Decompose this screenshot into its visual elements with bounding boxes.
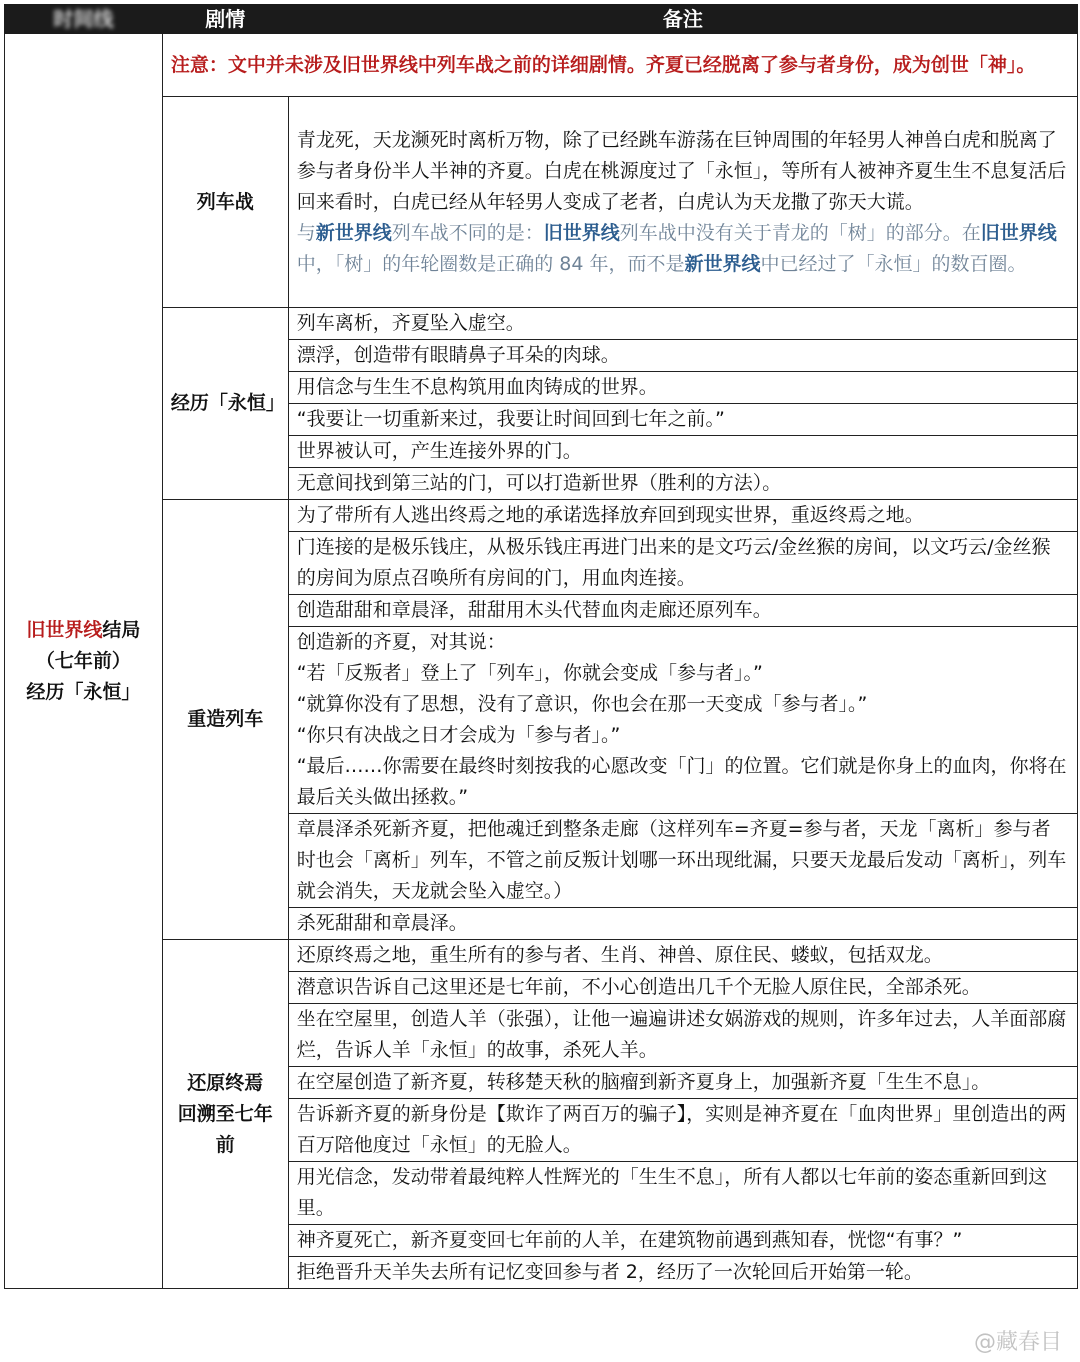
note-row: 在空屋创造了新齐夏，转移楚天秋的脑瘤到新齐夏身上，加强新齐夏「生生不息」。 xyxy=(288,1067,1077,1099)
note-row: 告诉新齐夏的新身份是【欺诈了两百万的骗子】，实则是神齐夏在「血肉世界」里创造出的两百万陪他度过「永恒」的无脸人。 xyxy=(288,1099,1077,1162)
era-seven-years: （七年前） xyxy=(35,649,131,672)
table-header-row xyxy=(5,5,1078,34)
era-ending: 结局 xyxy=(102,618,141,641)
note-row: 还原终焉之地，重生所有的参与者、生肖、神兽、原住民、蝼蚁，包括双龙。 xyxy=(288,940,1077,972)
diff-new-worldline: 新世界线 xyxy=(684,252,761,275)
note-row: 章晨泽杀死新齐夏，把他魂迁到整条走廊（这样列车=齐夏=参与者，天龙「离析」参与者时也会「离析」列车，不管之前反叛计划哪一环出现纰漏，只要天龙最后发动「离析」，列车就会消失，天龙就会坠入虚空。） xyxy=(288,814,1077,908)
speech-line: “最后……你需要在最终时刻按我的心愿改变「门」的位置。它们就是你身上的血肉，你将在最后关头做出拯救。” xyxy=(296,755,1067,808)
note-row: 为了带所有人逃出终焉之地的承诺选择放弃回到现实世界，重返终焉之地。 xyxy=(288,500,1077,532)
plot-restore-line: 前 xyxy=(215,1133,235,1156)
table-row xyxy=(5,34,1078,97)
diff-old-worldline: 旧世界线 xyxy=(543,221,620,244)
notice-text: 注意：文中并未涉及旧世界线中列车战之前的详细剧情。齐夏已经脱离了参与者身份，成为创世「神」。 xyxy=(170,53,1036,76)
diff-text: 列车战中没有关于青龙的「树」的部分。在 xyxy=(619,221,981,244)
speech-intro: 创造新的齐夏，对其说： xyxy=(296,631,506,653)
speech-line: “你只有决战之日才会成为「参与者」。” xyxy=(296,724,621,746)
header-plot: 剧情 xyxy=(162,5,288,34)
note-row: 用信念与生生不息构筑用血肉铸成的世界。 xyxy=(288,372,1077,404)
era-cell xyxy=(5,34,163,1289)
note-new-qixia-speech xyxy=(288,627,1077,814)
diff-new-worldline: 新世界线 xyxy=(315,221,392,244)
era-eternity: 经历「永恒」 xyxy=(26,680,141,703)
diff-text: 与 xyxy=(296,221,316,244)
plot-restore-line: 回溯至七年 xyxy=(177,1102,273,1125)
note-row: 拒绝晋升天羊失去所有记忆变回参与者 2，经历了一次轮回后开始第一轮。 xyxy=(288,1257,1077,1289)
plot-rebuild-train: 重造列车 xyxy=(162,500,288,940)
header-notes: 备注 xyxy=(288,5,1077,34)
plot-restore-line: 还原终焉 xyxy=(187,1071,264,1094)
diff-text: 列车战不同的是： xyxy=(391,221,544,244)
note-train-war-main: 青龙死，天龙濒死时离析万物，除了已经跳车游荡在巨钟周围的年轻男人神兽白虎和脱离了参与者身份半人半神的齐夏。白虎在桃源度过了「永恒」，等所有人被神齐夏生生不息复活后回来看时，白虎已经从年轻男人变成了老者，白虎认为天龙撒了弥天大谎。 xyxy=(296,128,1067,213)
plot-train-war: 列车战 xyxy=(162,97,288,308)
note-row: 坐在空屋里，创造人羊（张强），让他一遍遍讲述女娲游戏的规则，许多年过去，人羊面部腐烂，告诉人羊「永恒」的故事，杀死人羊。 xyxy=(288,1004,1077,1067)
header-timeline: 时间线 xyxy=(5,5,163,34)
note-train-war-diff xyxy=(297,218,1069,280)
note-row: 潜意识告诉自己这里还是七年前，不小心创造出几千个无脸人原住民，全部杀死。 xyxy=(288,972,1077,1004)
table-row xyxy=(5,97,1078,308)
plot-eternity: 经历「永恒」 xyxy=(162,308,288,500)
note-row: 列车离析，齐夏坠入虚空。 xyxy=(288,308,1077,340)
diff-text: 中，「树」的年轮圈数是正确的 84 年，而不是 xyxy=(296,252,685,275)
table-row xyxy=(5,308,1078,340)
table-row xyxy=(5,940,1078,972)
table-row xyxy=(5,500,1078,532)
speech-line: “若「反叛者」登上了「列车」，你就会变成「参与者」。” xyxy=(296,662,763,684)
diff-text: 中已经过了「永恒」的数百圈。 xyxy=(760,252,1027,275)
era-old-worldline: 旧世界线 xyxy=(26,618,103,641)
note-row: 漂浮，创造带有眼睛鼻子耳朵的肉球。 xyxy=(288,340,1077,372)
note-row: 无意间找到第三站的门，可以打造新世界（胜利的方法）。 xyxy=(288,468,1077,500)
plot-restore xyxy=(162,940,288,1289)
note-row: 用光信念，发动带着最纯粹人性辉光的「生生不息」，所有人都以七年前的姿态重新回到这里。 xyxy=(288,1162,1077,1225)
notice-cell xyxy=(162,34,1077,97)
speech-line: “就算你没有了思想，没有了意识，你也会在那一天变成「参与者」。” xyxy=(296,693,868,715)
watermark: @藏春目 xyxy=(973,1330,1062,1355)
note-row: 世界被认可，产生连接外界的门。 xyxy=(288,436,1077,468)
plot-summary-table xyxy=(4,4,1078,1289)
note-row: 杀死甜甜和章晨泽。 xyxy=(288,908,1077,940)
note-row: 门连接的是极乐钱庄，从极乐钱庄再进门出来的是文巧云/金丝猴的房间，以文巧云/金丝猴的房间为原点召唤所有房间的门，用血肉连接。 xyxy=(288,532,1077,595)
note-train-war xyxy=(288,97,1077,308)
diff-old-worldline: 旧世界线 xyxy=(980,221,1057,244)
note-row: “我要让一切重新来过，我要让时间回到七年之前。” xyxy=(288,404,1077,436)
note-row: 神齐夏死亡，新齐夏变回七年前的人羊，在建筑物前遇到燕知春，恍惚“有事？” xyxy=(288,1225,1077,1257)
note-row: 创造甜甜和章晨泽，甜甜用木头代替血肉走廊还原列车。 xyxy=(288,595,1077,627)
